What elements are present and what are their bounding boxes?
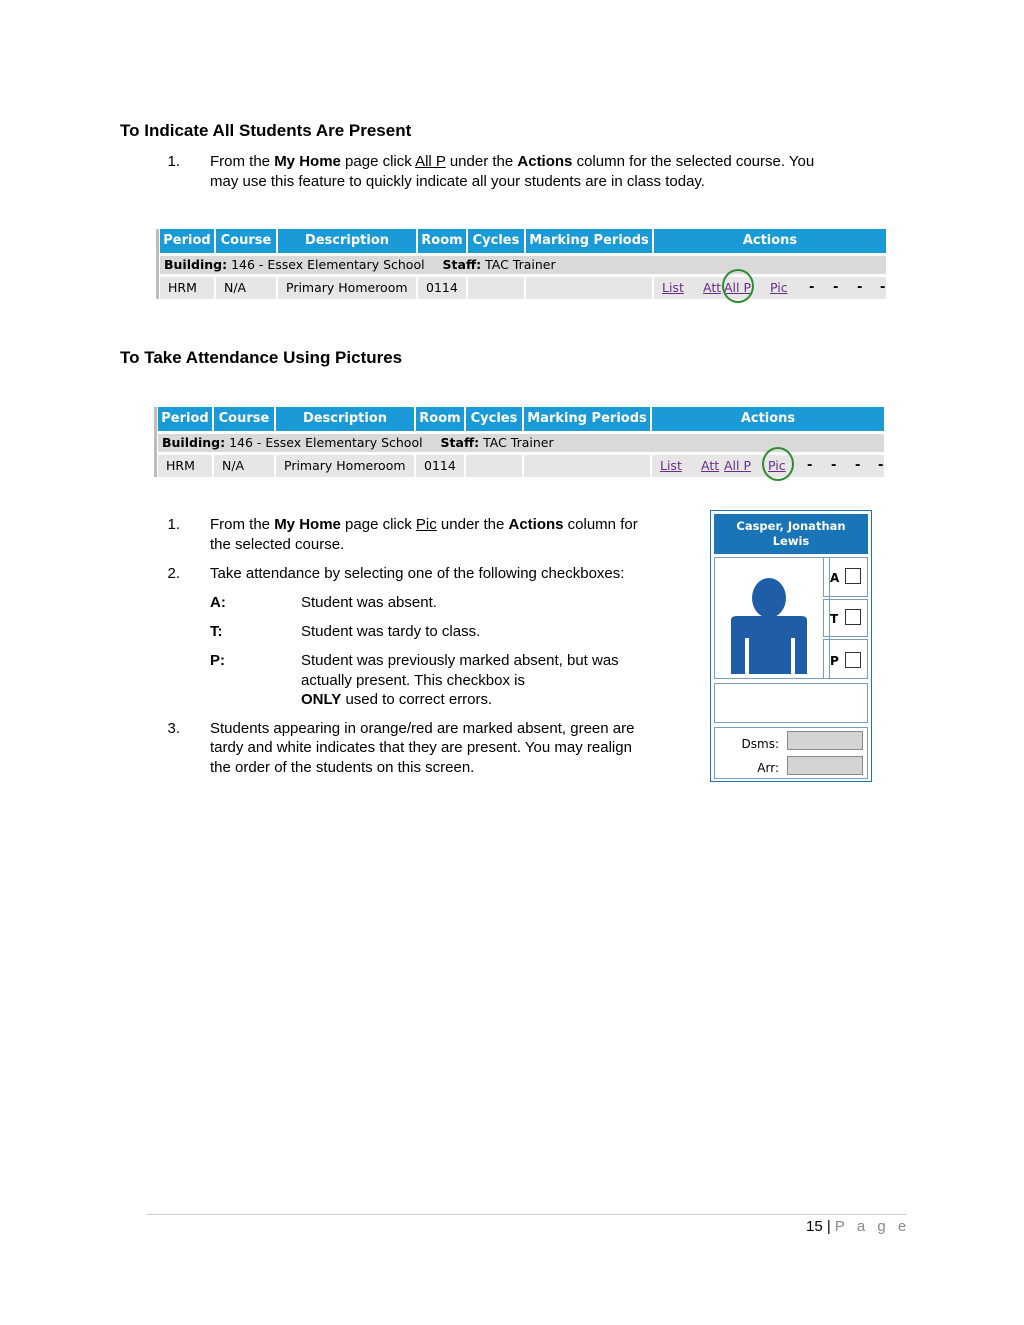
def-key-t: T:: [210, 623, 223, 640]
cell-description: Primary Homeroom: [276, 455, 416, 477]
def-key-p: P:: [210, 652, 225, 669]
dsms-field[interactable]: [787, 731, 863, 750]
header-period: Period: [158, 407, 214, 431]
att-link[interactable]: Att: [701, 458, 720, 473]
bold-actions: Actions: [508, 516, 564, 533]
step-3-line-1: Students appearing in orange/red are marked absent, green are: [210, 720, 635, 737]
text: column for the selected course. You: [572, 153, 815, 170]
header-room: Room: [418, 229, 468, 253]
def-p-line-1: Student was previously marked absent, but was: [301, 652, 619, 669]
dash: -: [878, 458, 884, 473]
step-2-text: Take attendance by selecting one of the following checkboxes:: [210, 565, 625, 582]
checkbox-p-box: [823, 639, 868, 679]
pic-link-text: Pic: [415, 516, 437, 533]
text: From the: [210, 153, 275, 170]
staff-value: TAC Trainer: [485, 257, 556, 272]
step-number: 2.: [167, 565, 180, 582]
highlight-circle: [722, 269, 754, 303]
all-p-link-text: All P: [415, 153, 446, 170]
text: page click: [340, 153, 416, 170]
checkbox-t-box: [823, 599, 868, 637]
att-link[interactable]: Att: [703, 280, 722, 295]
person-silhouette-icon: [715, 558, 829, 678]
def-key-a: A:: [210, 594, 226, 611]
dash: -: [833, 280, 839, 295]
building-row: [160, 256, 886, 274]
staff-value: TAC Trainer: [483, 435, 554, 450]
list-link[interactable]: List: [660, 458, 682, 473]
course-table-screenshot-1: [156, 229, 886, 299]
student-picture-card: [710, 510, 872, 782]
building-label: Building:: [164, 257, 228, 272]
header-actions: Actions: [652, 407, 884, 431]
text: under the: [445, 153, 518, 170]
staff-label: Staff:: [442, 257, 482, 272]
checkbox-p-label: P: [830, 654, 839, 668]
student-name-line-1: Casper, Jonathan: [736, 519, 846, 533]
text: From the: [210, 516, 275, 533]
header-description: Description: [276, 407, 416, 431]
checkbox-t-label: T: [830, 612, 839, 626]
header-cycles: Cycles: [468, 229, 526, 253]
bold-my-home: My Home: [274, 516, 341, 533]
dsms-label: Dsms:: [741, 737, 779, 751]
tardy-checkbox[interactable]: [845, 609, 861, 625]
cell-cycles: [468, 277, 526, 299]
page-word: P a g e: [834, 1218, 911, 1235]
step-line-2: may use this feature to quickly indicate all your students are in class today.: [210, 173, 705, 190]
header-description: Description: [278, 229, 418, 253]
table-left-border: [156, 229, 159, 299]
header-course: Course: [216, 229, 278, 253]
bold-only: ONLY: [301, 691, 342, 708]
step-number: 3.: [167, 720, 180, 737]
cell-course: N/A: [214, 455, 276, 477]
page-number: 15: [806, 1218, 823, 1235]
student-name-banner: [714, 514, 868, 554]
cell-period: HRM: [158, 455, 214, 477]
cell-room: 0114: [418, 277, 468, 299]
building-label: Building:: [162, 435, 226, 450]
section-heading-all-present: To Indicate All Students Are Present: [120, 121, 412, 140]
header-room: Room: [416, 407, 466, 431]
arr-label: Arr:: [757, 761, 779, 775]
pictures-steps: [160, 515, 700, 785]
list-link[interactable]: List: [662, 280, 684, 295]
checkbox-a-box: [823, 557, 868, 597]
arr-field[interactable]: [787, 756, 863, 775]
def-p-line-3: [301, 690, 492, 710]
absent-checkbox[interactable]: [845, 568, 861, 584]
cell-marking-periods: [526, 277, 654, 299]
header-period: Period: [160, 229, 216, 253]
section-heading-pictures: To Take Attendance Using Pictures: [120, 348, 403, 367]
text: column for: [563, 516, 638, 533]
text: used to correct errors.: [341, 691, 493, 708]
student-note-area: [714, 683, 868, 723]
student-name-line-2: Lewis: [772, 534, 810, 548]
present-checkbox[interactable]: [845, 652, 861, 668]
def-p-line-2: actually present. This checkbox is: [301, 672, 525, 689]
student-photo: [714, 557, 830, 679]
cell-marking-periods: [524, 455, 652, 477]
bold-actions: Actions: [517, 153, 573, 170]
header-marking-periods: Marking Periods: [526, 229, 654, 253]
dash: -: [807, 458, 813, 473]
dash: -: [880, 280, 886, 295]
dash: -: [857, 280, 863, 295]
text: page click: [340, 516, 416, 533]
cell-course: N/A: [216, 277, 278, 299]
step-number: 1.: [167, 153, 180, 170]
all-p-link[interactable]: All P: [724, 458, 752, 473]
footer-separator: |: [822, 1218, 835, 1235]
header-marking-periods: Marking Periods: [524, 407, 652, 431]
bold-my-home: My Home: [274, 153, 341, 170]
all-p-link[interactable]: All P: [724, 280, 752, 295]
text: under the: [436, 516, 509, 533]
table-left-border: [154, 407, 157, 477]
highlight-circle: [762, 447, 794, 481]
step-1-line-2: the selected course.: [210, 536, 345, 553]
footer-divider: [147, 1214, 907, 1215]
checkbox-a-label: A: [830, 571, 840, 585]
pic-link[interactable]: Pic: [770, 280, 788, 295]
dismissal-arrival-panel: [714, 727, 868, 779]
page-footer: [806, 1218, 910, 1235]
cell-period: HRM: [160, 277, 216, 299]
cell-room: 0114: [416, 455, 466, 477]
step-3-line-3: the order of the students on this screen.: [210, 759, 475, 776]
cell-cycles: [466, 455, 524, 477]
staff-label: Staff:: [440, 435, 480, 450]
step-1-line-1: [210, 515, 638, 535]
def-a-text: Student was absent.: [301, 594, 437, 611]
dash: -: [855, 458, 861, 473]
dash: -: [809, 280, 815, 295]
def-t-text: Student was tardy to class.: [301, 623, 481, 640]
building-value: 146 - Essex Elementary School: [231, 257, 425, 272]
cell-description: Primary Homeroom: [278, 277, 418, 299]
header-actions: Actions: [654, 229, 886, 253]
header-course: Course: [214, 407, 276, 431]
header-cycles: Cycles: [466, 407, 524, 431]
step-number: 1.: [167, 516, 180, 533]
building-value: 146 - Essex Elementary School: [229, 435, 423, 450]
dash: -: [831, 458, 837, 473]
pic-link[interactable]: Pic: [768, 458, 786, 473]
step-3-line-2: tardy and white indicates that they are present. You may realign: [210, 739, 632, 756]
course-table-screenshot-2: [154, 407, 884, 477]
